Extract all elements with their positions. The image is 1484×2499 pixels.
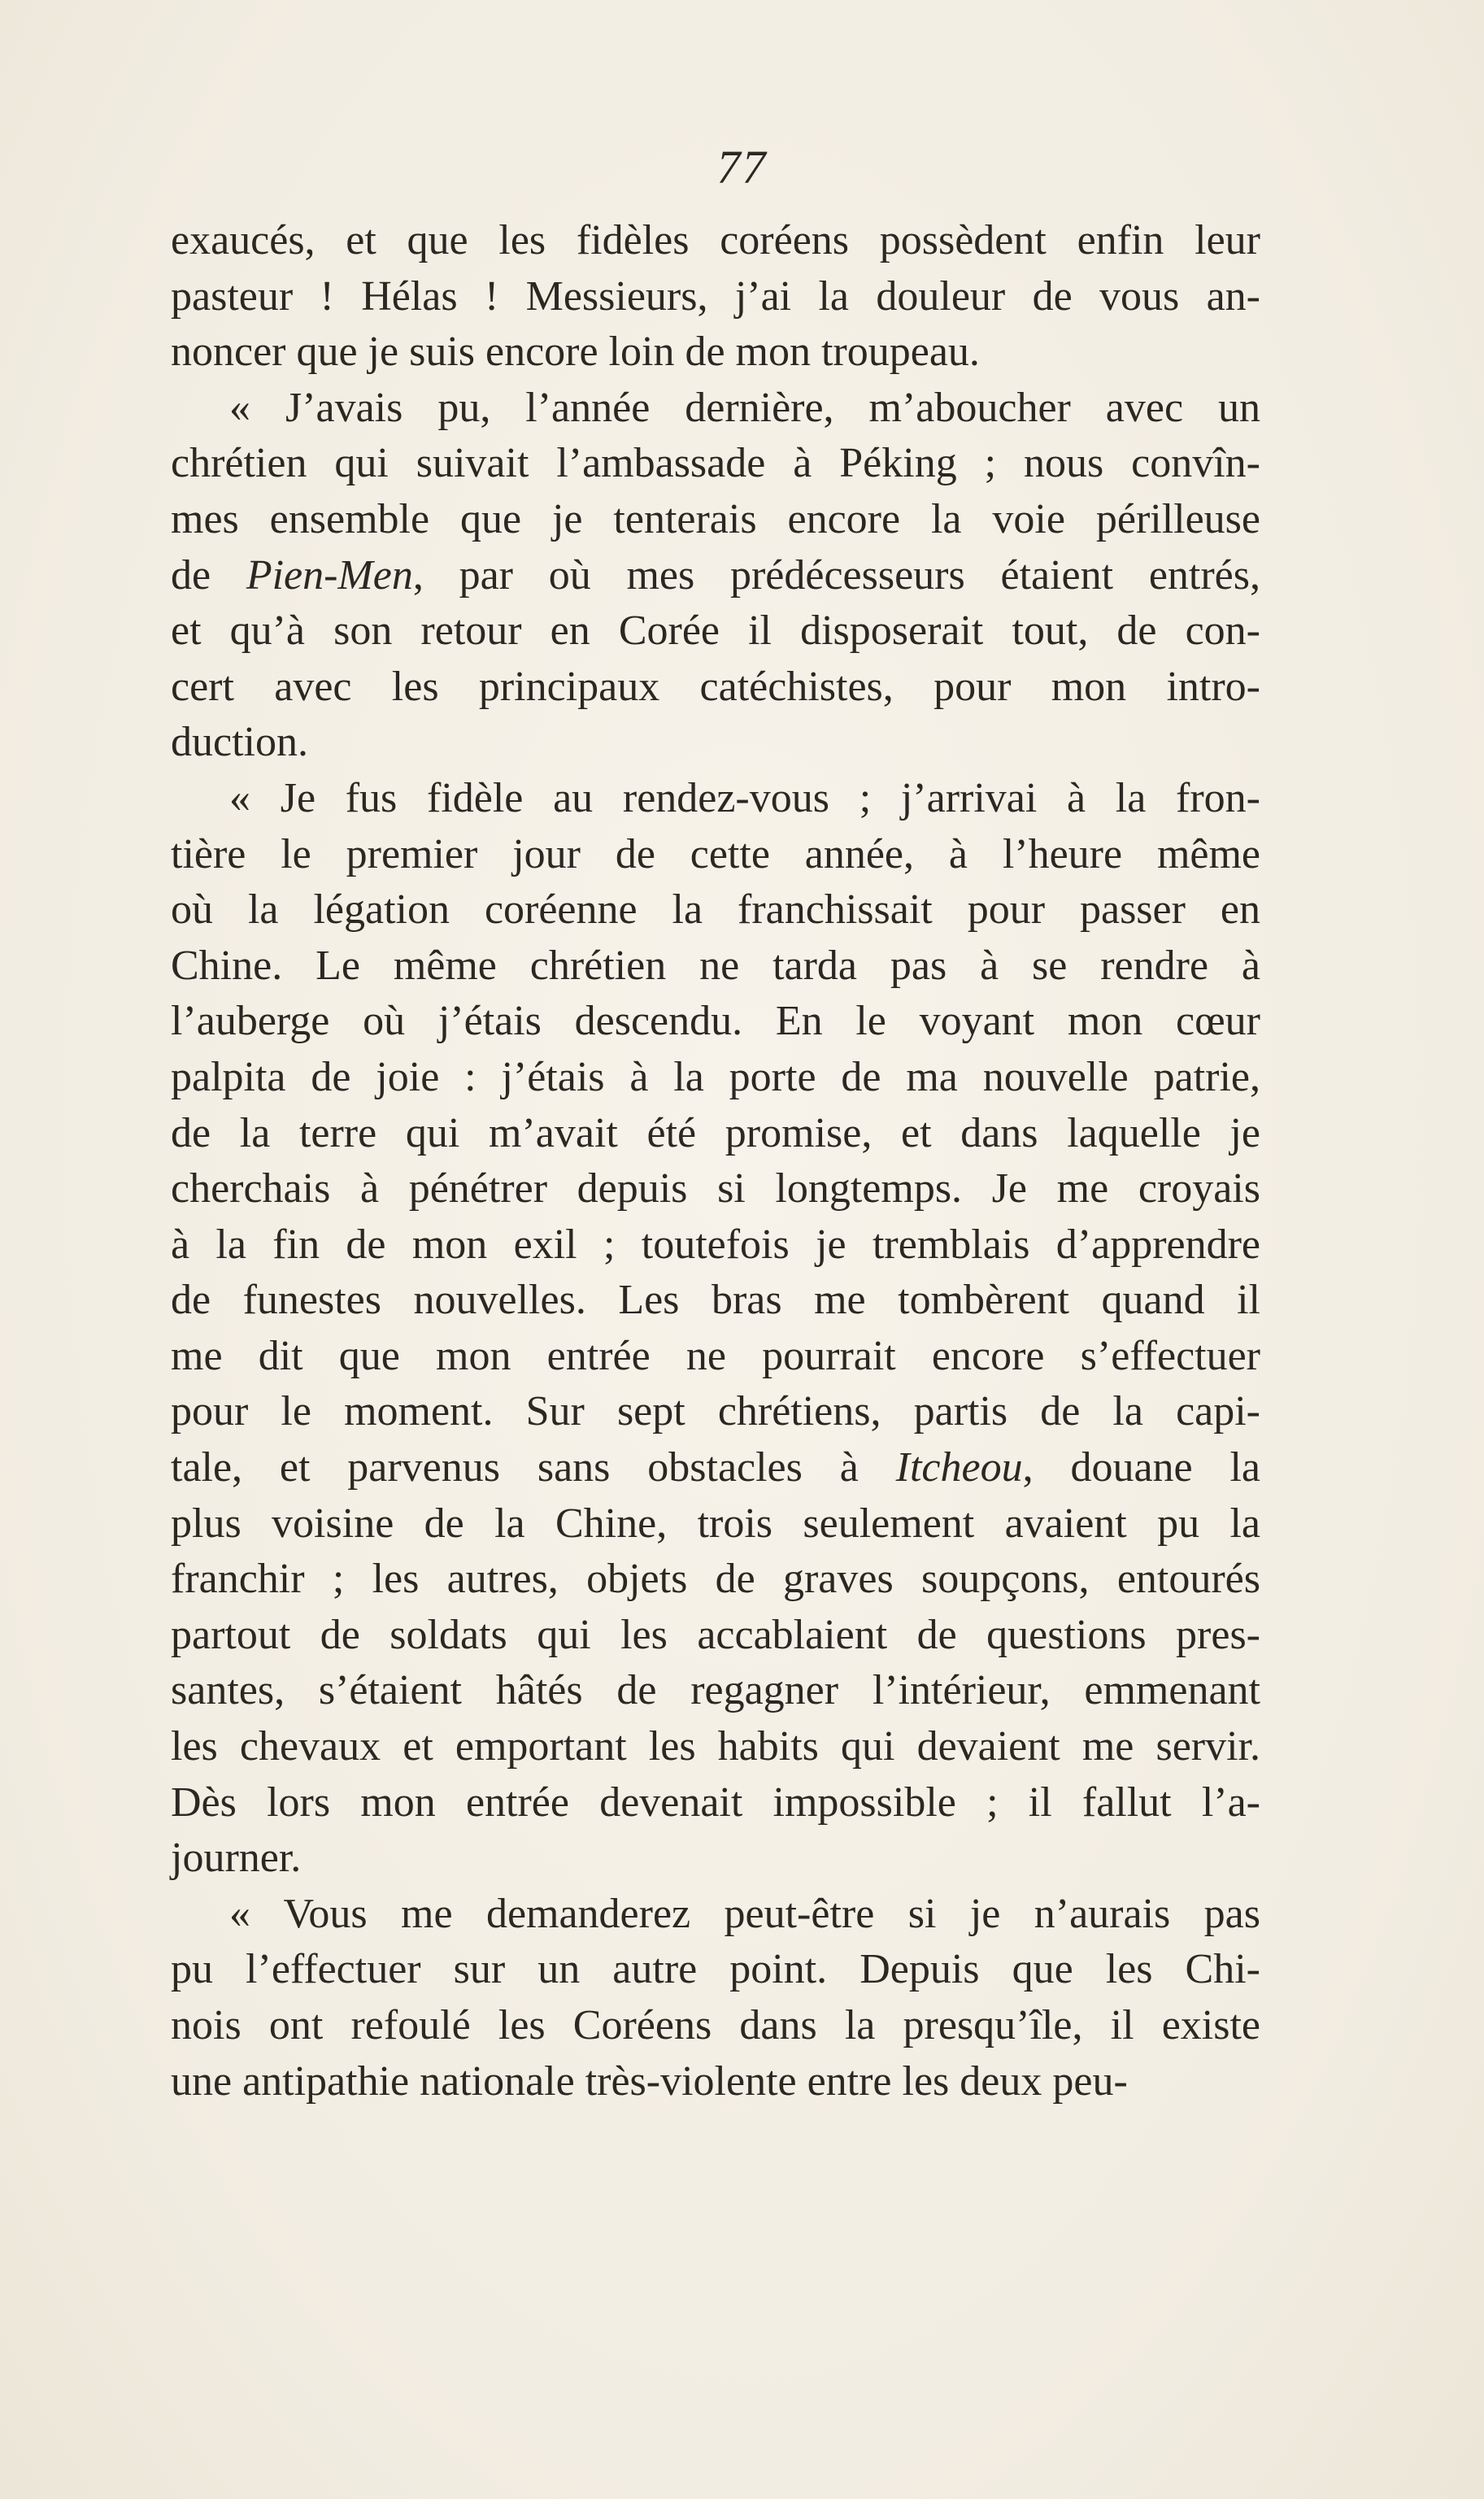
text-line: à la fin de mon exil ; toutefois je tremblais d’apprendre [171, 1221, 1260, 1268]
text-line: « Vous me demanderez peut-être si je n’aurais pas [229, 1890, 1260, 1937]
text-line: cert avec les principaux catéchistes, pour mon intro- [171, 663, 1260, 710]
text-line: de Pien-Men, par où mes prédécesseurs étaient entrés, [171, 551, 1260, 599]
text-line: tale, et parvenus sans obstacles à Itcheou, douane la [171, 1444, 1260, 1491]
text-line: pu l’effectuer sur un autre point. Depuis que les Chi- [171, 1946, 1260, 1993]
text-line: partout de soldats qui les accablaient de questions pres- [171, 1611, 1260, 1658]
text-line: « J’avais pu, l’année dernière, m’aboucher avec un [229, 384, 1260, 431]
text-line: de la terre qui m’avait été promise, et dans laquelle je [171, 1109, 1260, 1156]
text-line: Chine. Le même chrétien ne tarda pas à se rendre à [171, 942, 1260, 989]
text-line: plus voisine de la Chine, trois seulement avaient pu la [171, 1500, 1260, 1547]
text-line: Dès lors mon entrée devenait impossible ; il fallut l’a- [171, 1778, 1260, 1826]
text-line: franchir ; les autres, objets de graves soupçons, entourés [171, 1556, 1260, 1603]
text-line: exaucés, et que les fidèles coréens possèdent enfin leur [171, 217, 1260, 263]
text-line: nois ont refoulé les Coréens dans la presqu’île, il existe [171, 2002, 1260, 2048]
text-line: l’auberge où j’étais descendu. En le voyant mon cœur [171, 998, 1260, 1045]
text-line: où la légation coréenne la franchissait pour passer en [171, 886, 1260, 934]
body-text [171, 213, 1260, 2109]
text-line: chrétien qui suivait l’ambassade à Péking ; nous convîn- [171, 440, 1260, 487]
page-number: 77 [716, 141, 768, 194]
text-line: tière le premier jour de cette année, à l’heure même [171, 830, 1260, 877]
text-line: pasteur ! Hélas ! Messieurs, j’ai la douleur de vous an- [171, 272, 1260, 320]
paragraph [171, 213, 1260, 381]
text-line: cherchais à pénétrer depuis si longtemps. Je me croyais [171, 1165, 1260, 1212]
text-line: les chevaux et emportant les habits qui devaient me servir. [171, 1723, 1260, 1770]
italic-term: Itcheou [895, 1444, 1023, 1491]
text-line: une antipathie nationale très-violente entre les deux peu- [171, 2057, 1128, 2105]
text-line: palpita de joie : j’étais à la porte de ma nouvelle patrie, [171, 1053, 1260, 1100]
text-line: me dit que mon entrée ne pourrait encore s’effectuer [171, 1332, 1260, 1379]
text-line: de funestes nouvelles. Les bras me tombèrent quand il [171, 1277, 1260, 1324]
text-line: noncer que je suis encore loin de mon troupeau. [171, 329, 980, 376]
text-line: mes ensemble que je tenterais encore la voie périlleuse [171, 495, 1260, 542]
text-line: santes, s’étaient hâtés de regagner l’intérieur, emmenant [171, 1667, 1260, 1714]
text-line: journer. [171, 1835, 302, 1882]
text-line: « Je fus fidèle au rendez-vous ; j’arrivai à la fron- [229, 774, 1260, 821]
text-line: duction. [171, 719, 308, 766]
paragraph [171, 771, 1260, 1887]
text-line: pour le moment. Sur sept chrétiens, partis de la capi- [171, 1388, 1260, 1435]
italic-term: Pien-Men [246, 551, 413, 599]
paragraph [171, 381, 1260, 771]
text-line: et qu’à son retour en Corée il disposerait tout, de con- [171, 607, 1260, 655]
paragraph [171, 1887, 1260, 2109]
